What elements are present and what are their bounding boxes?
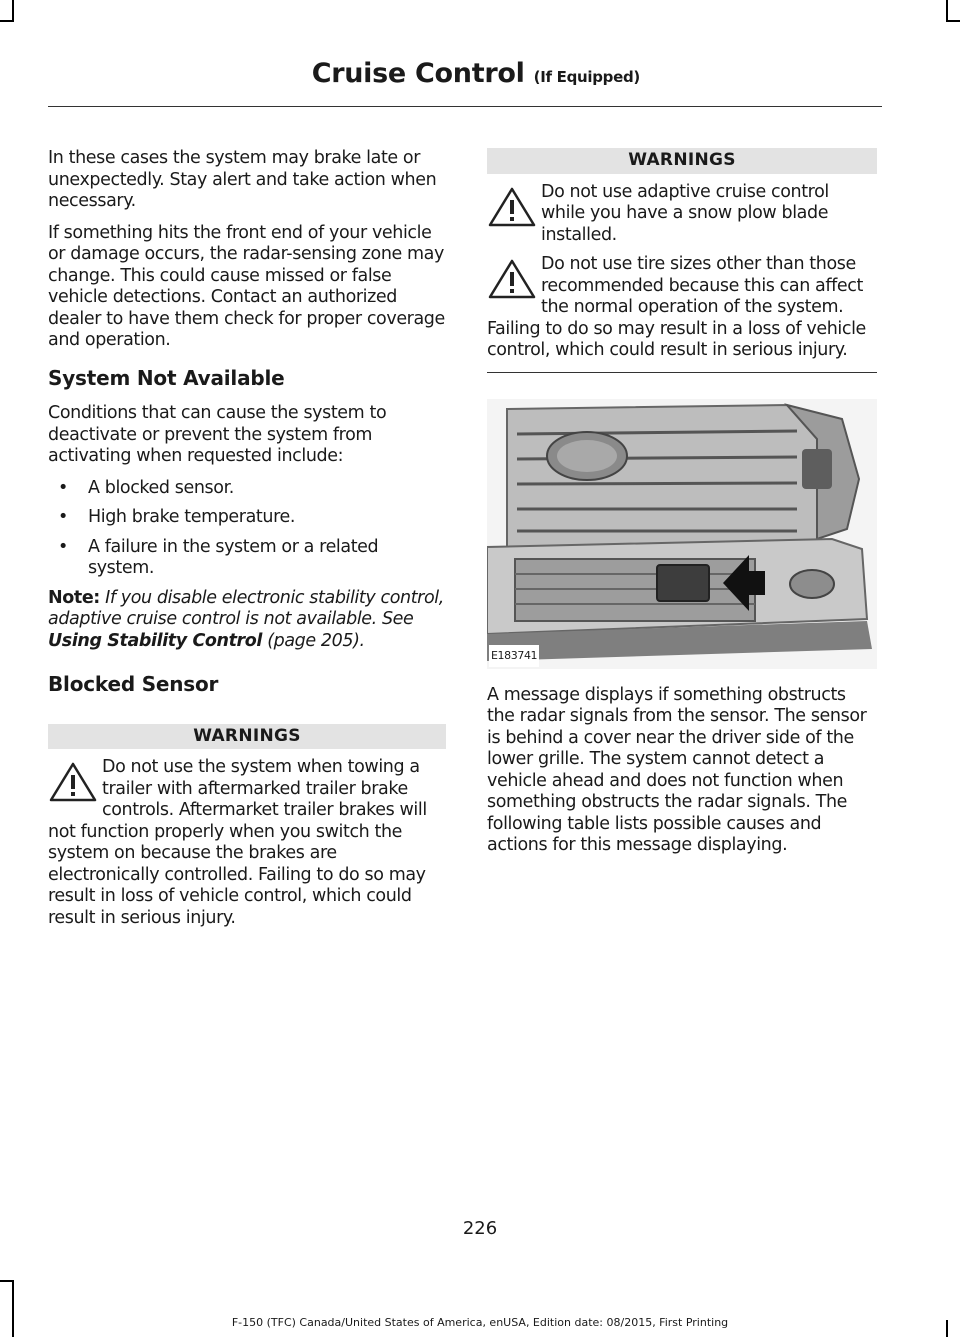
- paragraph: In these cases the system may brake late or unexpectedly. Stay alert and take action when necessary.: [48, 148, 437, 211]
- bullet-icon: •: [58, 536, 68, 557]
- page-title-main: Cruise Control: [311, 58, 525, 89]
- warnings-box: [48, 724, 446, 930]
- note: [48, 588, 446, 653]
- note-label: Note:: [48, 587, 100, 608]
- list-item-text: A blocked sensor.: [88, 477, 234, 498]
- warning-item: [487, 182, 877, 247]
- footer-edition-info: F-150 (TFC) Canada/United States of America, enUSA, Edition date: 08/2015, First Printing: [231, 1316, 729, 1329]
- list-item: [48, 507, 446, 529]
- header-divider: [48, 106, 882, 107]
- grille-drawing: [487, 399, 877, 669]
- list-item: [48, 537, 446, 580]
- warning-text: Do not use adaptive cruise control while you have a snow plow blade installed.: [541, 181, 829, 245]
- warnings-heading: WARNINGS: [48, 724, 446, 750]
- paragraph: A message displays if something obstructs the radar signals from the sensor. The sensor is behind a cover near the driver side of the lower grille. The system cannot detect a vehicle ahead and does not function when something obstructs the radar signals. The following table lists possible causes and actions for this message displaying.: [487, 684, 867, 855]
- cross-reference-link[interactable]: Using Stability Control: [48, 630, 263, 651]
- figure-id: E183741: [489, 645, 539, 667]
- warnings-heading: WARNINGS: [487, 148, 877, 174]
- crop-mark: [946, 20, 960, 22]
- conditions-list: [48, 478, 446, 580]
- crop-mark: [946, 0, 948, 20]
- note-text: If you disable electronic stability control, adaptive cruise control is not available. See: [48, 587, 444, 629]
- warning-item: [48, 757, 446, 929]
- crop-mark: [0, 1280, 14, 1282]
- warning-triangle-icon: [48, 761, 98, 803]
- paragraph: If something hits the front end of your vehicle or damage occurs, the radar-sensing zone may change. This could cause missed or false vehicle detections. Contact an authorized dealer to have them check for proper coverage and operation.: [48, 222, 445, 350]
- warning-item: [487, 254, 877, 362]
- paragraph: Conditions that can cause the system to deactivate or prevent the system from activating when requested include:: [48, 403, 387, 466]
- page-title-qualifier: (If Equipped): [533, 68, 640, 86]
- list-item-text: High brake temperature.: [88, 507, 296, 527]
- crop-mark: [0, 20, 14, 22]
- warning-triangle-icon: [487, 258, 537, 300]
- section-heading-system-not-available: System Not Available: [48, 365, 285, 390]
- warning-text: Do not use tire sizes other than those recommended because this can affect the normal operation of the system. Failing to do so may result in a loss of vehicle control, which could result in serious injury.: [487, 254, 866, 360]
- page-reference: (page 205).: [267, 630, 365, 651]
- bullet-icon: •: [58, 477, 68, 498]
- right-column: [487, 148, 877, 867]
- section-heading-blocked-sensor: Blocked Sensor: [48, 672, 219, 696]
- truck-grille-illustration: [487, 399, 877, 669]
- list-item-text: A failure in the system or a related system.: [88, 536, 379, 578]
- bullet-icon: •: [58, 507, 68, 527]
- warning-triangle-icon: [487, 186, 537, 228]
- page-number: 226: [462, 1218, 498, 1239]
- page-title: [312, 58, 640, 89]
- warnings-box: [487, 148, 877, 373]
- left-column: [48, 148, 446, 929]
- crop-mark: [12, 0, 14, 20]
- list-item: [48, 478, 446, 500]
- warning-text: Do not use the system when towing a trailer with aftermarked trailer brake controls. Aftermarket trailer brakes will not function properly when you switch the system on because the brakes are electronically controlled. Failing to do so may result in loss of vehicle control, which could result in serious injury.: [48, 757, 427, 928]
